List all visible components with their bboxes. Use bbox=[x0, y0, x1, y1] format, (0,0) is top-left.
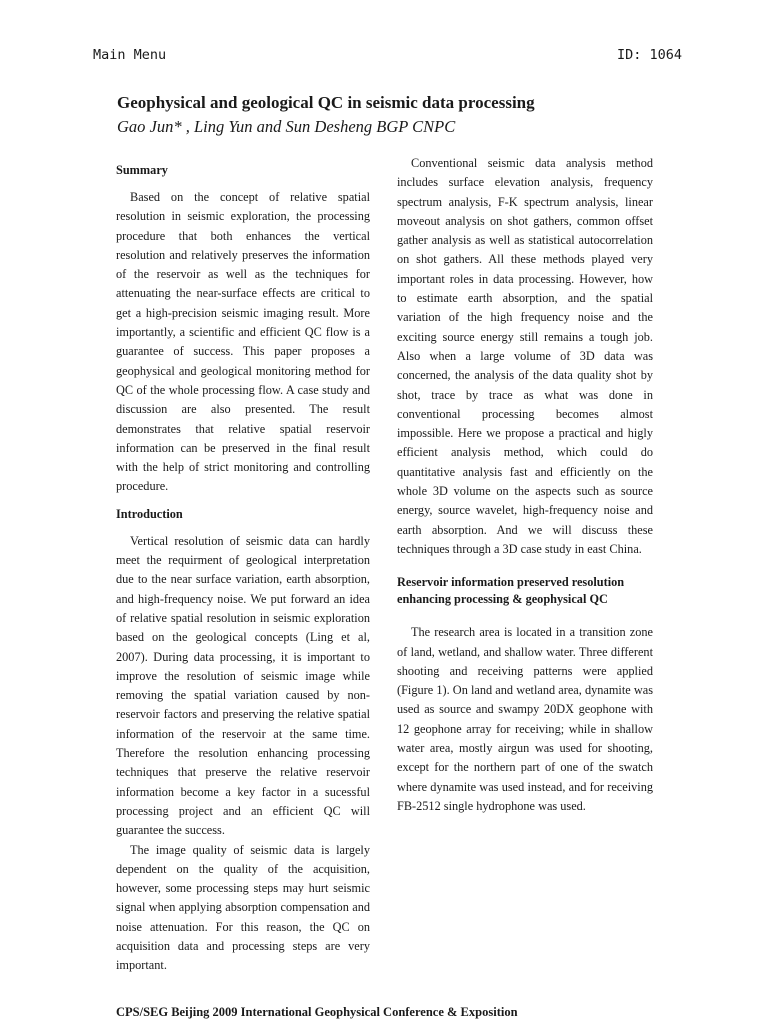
introduction-paragraph-3: Conventional seismic data analysis method includes surface elevation analysis, frequency spectrum analysis, F-K spectrum analysis, linear moveout analysis on shot gathers, common offset gather analysis as well as statistical autocorrelation on shot gathers. All these methods played very important roles in data processing. However, how to estimate earth absorption, and the spatial variation of the high frequency noise and the exciting source energy still remains a tough job. Also when a large volume of 3D data was concerned, the analysis of the data quality shot by shot, trace by trace as what was done in conventional processing becomes almost impossible. Here we propose a practical and higly efficient analysis method, which could do quantitative analysis fast and efficiently on the whole 3D volume on the aspects such as source energy, source wavelet, high-frequency noise and earth absorption. And we will discuss these techniques through a 3D case study in east China. bbox=[397, 156, 653, 556]
main-menu-link[interactable]: Main Menu bbox=[93, 47, 167, 63]
summary-heading: Summary bbox=[116, 163, 168, 177]
conference-footer: CPS/SEG Beijing 2009 International Geophysical Conference & Exposition bbox=[116, 1005, 518, 1019]
introduction-paragraph-1: Vertical resolution of seismic data can hardly meet the requirment of geological interpretation due to the near surface variation, earth absorption, and high-frequency noise. We put forward an idea of relative spatial resolution in seismic exploration based on the geological concepts (Ling et al, 2007). During data processing, it is important to improve the resolution of seismic image while removing the spatial variation caused by non-reservoir factors and preserving the relative spatial information of the reservoir at the same time. Therefore the resolution enhancing processing techniques that preserve the relative reservoir information become a key factor in a sucessful processing project and an efficient QC will guarantee the success. bbox=[116, 533, 370, 838]
paper-title: Geophysical and geological QC in seismic data processing bbox=[117, 93, 535, 112]
introduction-heading: Introduction bbox=[116, 506, 183, 521]
right-column bbox=[397, 154, 653, 816]
paper-authors: Gao Jun* , Ling Yun and Sun Desheng BGP CNPC bbox=[117, 117, 456, 136]
reservoir-paragraph-1: The research area is located in a transition zone of land, wetland, and shallow water. Three different shooting and receiving patterns were applied (Figure 1). On land and wetland area, dynamite was used as source and swampy 20DX geophone with 12 geophone array for receiving; while in shallow water area, mostly airgun was used for shooting, except for the northern part of one of the swatch where dynamite was used instead, and for receiving FB-2512 single hydrophone was used. bbox=[397, 625, 653, 813]
left-column bbox=[116, 162, 370, 976]
introduction-paragraph-2: The image quality of seismic data is largely dependent on the quality of the acquisition, however, some processing steps may hurt seismic signal when applying absorption compensation and noise attenuation. For this reason, the QC on acquisition data and processing steps are very important. bbox=[116, 842, 370, 973]
summary-paragraph: Based on the concept of relative spatial resolution in seismic exploration, the processing procedure that both enhances the vertical resolution and relatively preserves the information of the reservoir as well as the techniques for attenuating the near-surface effects are critical to get a high-precision seismic imaging result. More importantly, a scientific and efficient QC flow is a guarantee of success. This paper proposes a geophysical and geological monitoring method for QC of the whole processing flow. A case study and discussion are also presented. The result demonstrates that relative spatial reservoir information can be preserved in the final result with the help of strict monitoring and controlling procedure. bbox=[116, 190, 370, 494]
document-id: ID: 1064 bbox=[616, 47, 682, 63]
page-header bbox=[93, 47, 682, 67]
reservoir-heading: Reservoir information preserved resolution enhancing processing & geophysical QC bbox=[397, 575, 625, 607]
